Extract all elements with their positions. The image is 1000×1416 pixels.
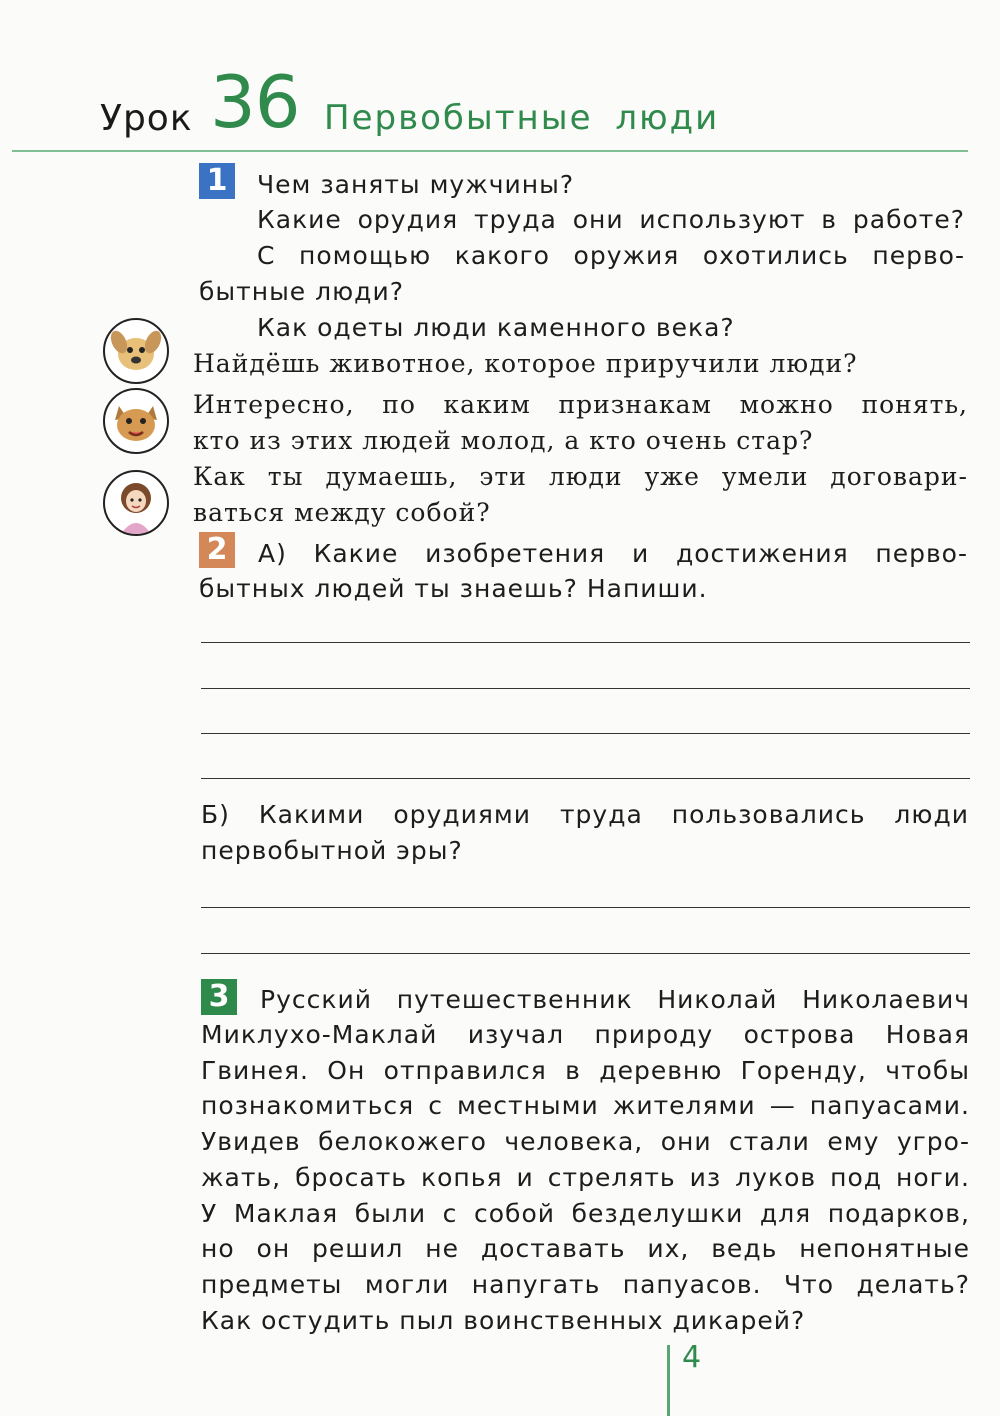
answer-line[interactable]	[201, 733, 970, 734]
cat-avatar-icon	[103, 388, 169, 454]
task-3-line: Гвинея. Он отправился в деревню Горенду, чтобы	[201, 1056, 970, 1085]
task-3-line: Миклухо-Маклай изучал природу острова Новая	[201, 1020, 970, 1049]
task-3-line: Как остудить пыл воинственных дикарей?	[201, 1306, 806, 1335]
answer-line[interactable]	[201, 953, 970, 954]
character-question-line: кто из этих людей молод, а кто очень стар?	[193, 426, 814, 455]
lesson-word: Урок	[100, 98, 193, 139]
task-3-line: Русский путешественник Николай Николаевич	[260, 985, 970, 1014]
task-3-line: У Маклая были с собой безделушки для подарков,	[201, 1199, 970, 1228]
task-1-line: бытные люди?	[199, 277, 404, 306]
answer-line[interactable]	[201, 642, 970, 643]
task-3-line: предметы могли напугать папуасов. Что делать?	[201, 1270, 970, 1299]
task-3-badge: 3	[201, 979, 237, 1015]
character-question-line: Интересно, по каким признакам можно понять,	[193, 390, 968, 419]
task-3-line: познакомиться с местными жителями — папуасами.	[201, 1091, 970, 1120]
task-2a-line: бытных людей ты знаешь? Напиши.	[199, 574, 708, 603]
task-1-badge: 1	[199, 163, 235, 199]
task-2-badge: 2	[199, 532, 235, 568]
task-1-line: Какие орудия труда они используют в работе?	[257, 205, 965, 234]
header-divider	[12, 150, 968, 152]
character-question-line: Как ты думаешь, эти люди уже умели договари-	[193, 462, 968, 491]
task-3-line: жать, бросать копья и стрелять из луков под ноги.	[201, 1163, 970, 1192]
page-number-rule	[667, 1345, 670, 1416]
task-1-line: Как одеты люди каменного века?	[257, 313, 735, 342]
answer-line[interactable]	[201, 907, 970, 908]
character-question-line: ваться между собой?	[193, 498, 491, 527]
task-3-line: но он решил не доставать их, ведь непонятные	[201, 1234, 970, 1263]
character-question-line: Найдёшь животное, которое приручили люди?	[193, 349, 858, 378]
task-2a-line: А) Какие изобретения и достижения перво-	[258, 539, 968, 568]
answer-line[interactable]	[201, 778, 970, 779]
page-number: 4	[682, 1340, 702, 1375]
girl-avatar-icon	[103, 470, 169, 536]
task-3-line: Увидев белокожего человека, они стали ему угро-	[201, 1127, 970, 1156]
dog-avatar-icon	[103, 318, 169, 384]
task-1-line: Чем заняты мужчины?	[257, 170, 575, 199]
task-2b-line: Б) Какими орудиями труда пользовались люди	[201, 800, 969, 829]
lesson-title: Первобытные люди	[324, 98, 720, 138]
answer-line[interactable]	[201, 688, 970, 689]
task-2b-line: первобытной эры?	[201, 836, 463, 865]
task-1-line: С помощью какого оружия охотились перво-	[257, 241, 965, 270]
lesson-number: 36	[210, 60, 300, 144]
